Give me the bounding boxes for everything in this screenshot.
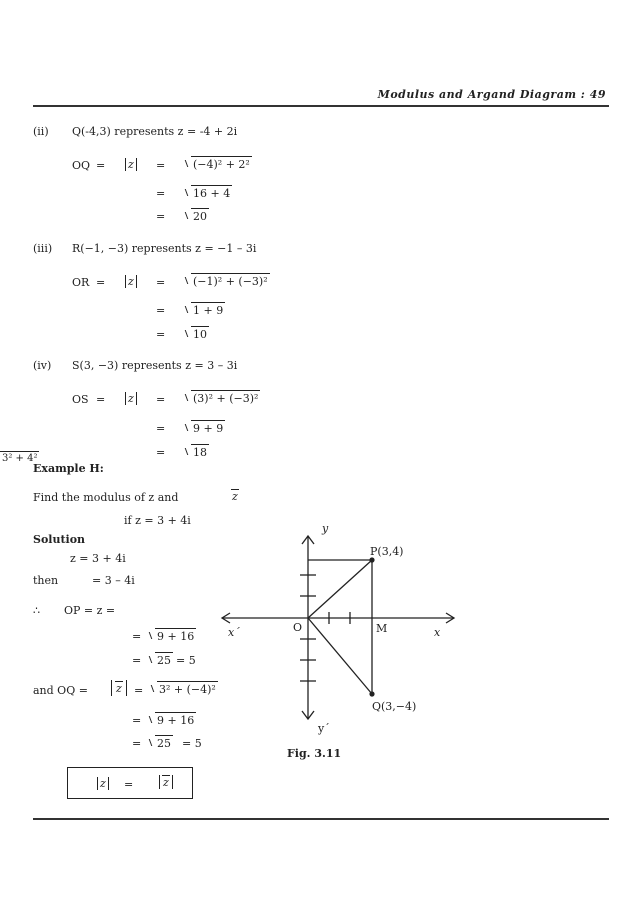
part-ii-root2: 16 + 4 bbox=[182, 185, 232, 200]
ex-root-e: 25 bbox=[146, 735, 173, 750]
ex-root-d: 9 + 16 bbox=[146, 712, 196, 727]
part-iii-root1: (−1)² + (−3)² bbox=[182, 273, 270, 288]
then-label: then bbox=[33, 574, 59, 587]
fig-xprime-label: x´ bbox=[228, 626, 240, 639]
ex-eq4: = bbox=[132, 714, 142, 727]
part-iii-statement: R(−1, −3) represents z = −1 – 3i bbox=[72, 242, 257, 255]
and-oq-mod: z bbox=[111, 680, 127, 696]
op-line-segment bbox=[308, 560, 372, 618]
fig-caption: Fig. 3.11 bbox=[287, 747, 342, 760]
part-iv-modz: z bbox=[125, 392, 137, 405]
part-iv-root2: 9 + 9 bbox=[182, 420, 225, 435]
example-zbar: z bbox=[232, 490, 238, 503]
fig-m-label: M bbox=[376, 622, 388, 635]
part-iv-eq3: = bbox=[156, 422, 166, 435]
result-rhs: z bbox=[159, 775, 173, 789]
part-ii-statement: Q(-4,3) represents z = -4 + 2i bbox=[72, 125, 238, 138]
part-iv-eq2: = bbox=[156, 393, 166, 406]
ex-root-c: 3² + (−4)² bbox=[148, 681, 218, 696]
part-iii-modz: z bbox=[125, 275, 137, 288]
then-rhs: = 3 – 4i bbox=[92, 574, 135, 587]
part-iii-eq3: = bbox=[156, 304, 166, 317]
part-ii-root1: (−4)² + 2² bbox=[182, 156, 252, 171]
part-iv-label: (iv) bbox=[33, 359, 52, 372]
stray-radical: 3² + 4² bbox=[2, 453, 38, 464]
fig-p-label: P(3,4) bbox=[370, 545, 404, 558]
part-ii-eq: = bbox=[96, 159, 106, 172]
part-iv-eq: = bbox=[96, 393, 106, 406]
ex-root-e-tail: = 5 bbox=[182, 737, 202, 750]
part-ii-modz: z bbox=[125, 158, 137, 171]
part-iv-lhs: OS bbox=[72, 393, 89, 406]
part-iii-root3: 10 bbox=[182, 326, 209, 341]
footer-rule bbox=[33, 818, 609, 820]
ex-root-b-tail: = 5 bbox=[176, 654, 196, 667]
part-iii-eq: = bbox=[96, 276, 106, 289]
solution-heading: Solution bbox=[33, 533, 86, 546]
ex-eq3: = bbox=[134, 684, 144, 697]
part-ii-lhs: OQ bbox=[72, 159, 91, 172]
point-p bbox=[369, 557, 374, 562]
example-given: if z = 3 + 4i bbox=[124, 514, 191, 527]
ex-eq5: = bbox=[132, 737, 142, 750]
running-header: Modulus and Argand Diagram : 49 bbox=[377, 88, 606, 101]
result-eq: = bbox=[124, 778, 134, 791]
ex-root-a: 9 + 16 bbox=[146, 628, 196, 643]
part-ii-eq4: = bbox=[156, 210, 166, 223]
fig-origin-label: O bbox=[293, 621, 303, 634]
part-iv-root3: 18 bbox=[182, 444, 209, 459]
ex-eq1: = bbox=[132, 630, 142, 643]
point-q bbox=[369, 691, 374, 696]
part-ii-label: (ii) bbox=[33, 125, 49, 138]
therefore-symbol: ∴ bbox=[33, 604, 40, 617]
example-heading: Example H: bbox=[33, 462, 104, 475]
fig-x-label: x bbox=[434, 626, 441, 639]
part-iii-eq4: = bbox=[156, 328, 166, 341]
and-oq-label: and OQ = bbox=[33, 684, 88, 697]
part-ii-eq2: = bbox=[156, 159, 166, 172]
fig-q-label: Q(3,−4) bbox=[372, 700, 417, 713]
part-ii-root3: 20 bbox=[182, 208, 209, 223]
result-lhs: z bbox=[97, 777, 109, 790]
example-prompt: Find the modulus of z and bbox=[33, 491, 179, 504]
part-iii-label: (iii) bbox=[33, 242, 53, 255]
solution-line1: z = 3 + 4i bbox=[70, 552, 126, 565]
part-iv-statement: S(3, −3) represents z = 3 – 3i bbox=[72, 359, 238, 372]
part-iv-root1: (3)² + (−3)² bbox=[182, 390, 260, 405]
fig-yprime-label: y´ bbox=[318, 722, 330, 735]
part-iv-eq4: = bbox=[156, 446, 166, 459]
fig-y-label: y bbox=[322, 522, 329, 535]
op-line: OP = z = bbox=[64, 604, 116, 617]
part-iii-lhs: OR bbox=[72, 276, 90, 289]
part-iii-eq2: = bbox=[156, 276, 166, 289]
part-iii-root2: 1 + 9 bbox=[182, 302, 225, 317]
ex-root-b: 25 bbox=[146, 652, 173, 667]
ex-eq2: = bbox=[132, 654, 142, 667]
oq-line-segment bbox=[308, 618, 372, 694]
part-ii-eq3: = bbox=[156, 187, 166, 200]
